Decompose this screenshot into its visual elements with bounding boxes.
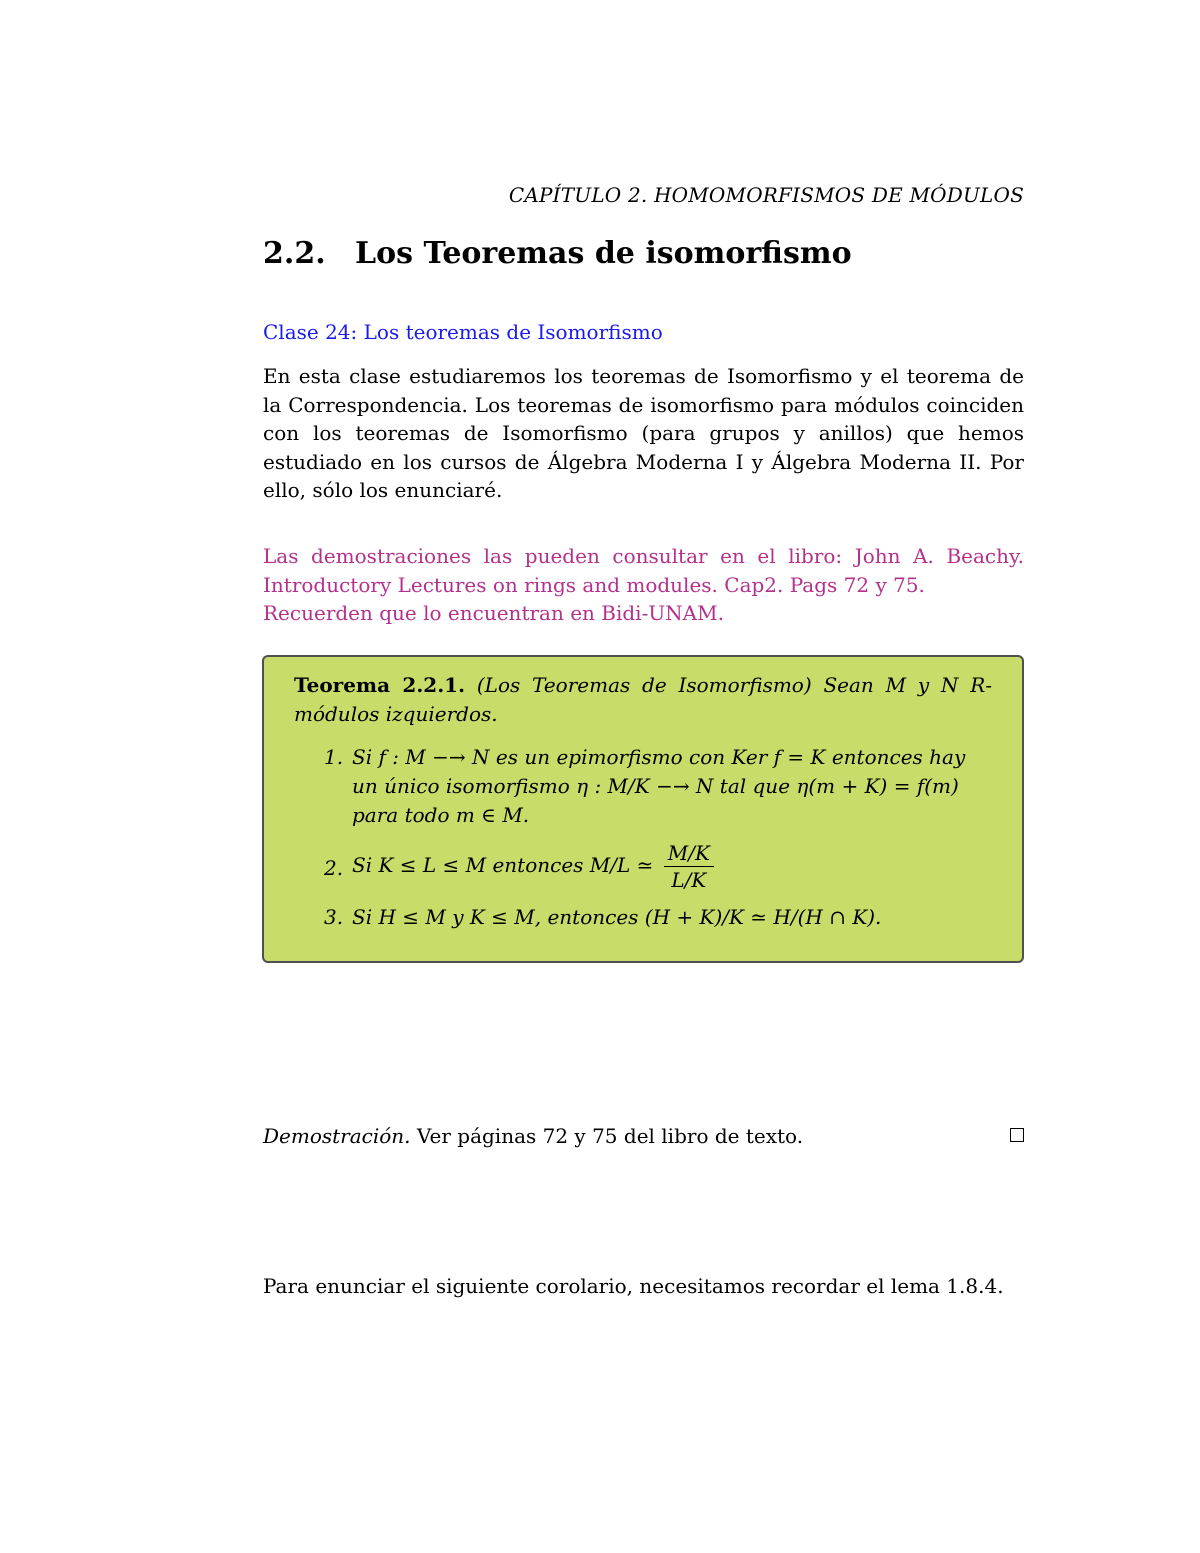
theorem-box — [262, 655, 1024, 963]
class-link[interactable]: Clase 24: Los teoremas de Isomorfismo — [263, 320, 663, 344]
theorem-label: Teorema 2.2.1. — [294, 673, 466, 697]
reference-note-book: Las demostraciones las pueden consultar en el libro: John A. Beachy. Introductory Lectures on rings and modules. Cap2. Pags 72 y 75. — [263, 544, 1024, 597]
running-head: CAPÍTULO 2. HOMOMORFISMOS DE MÓDULOS — [508, 183, 1024, 207]
proof-text: Ver páginas 72 y 75 del libro de texto. — [416, 1124, 804, 1148]
proof-label: Demostración. — [263, 1124, 411, 1148]
section-number: 2.2. — [263, 236, 326, 271]
theorem-statement: (Los Teoremas de Isomorfismo) Sean M y N R-módulos izquierdos. — [294, 673, 993, 726]
theorem-header — [294, 671, 992, 729]
proof — [263, 1124, 1024, 1148]
theorem-item-1 — [294, 743, 992, 830]
item-number: 1. — [324, 745, 344, 769]
intro-paragraph: En esta clase estudiaremos los teoremas de Isomorfismo y el teorema de la Correspondencia. Los teoremas de isomorfismo para módulos coinciden con los teoremas de Isomorfismo (para grupos y anillos) que hemos estudiado en los cursos de Álgebra Moderna I y Álgebra Moderna II. Por ello, sólo los enunciaré. — [263, 364, 1024, 502]
item-text: Si H ≤ M y K ≤ M, entonces (H + K)/K ≃ H/(H ∩ K). — [352, 905, 882, 929]
item-number: 3. — [324, 905, 344, 929]
quotient-fraction — [664, 840, 714, 893]
section-title-text: Los Teoremas de isomorfismo — [355, 236, 852, 271]
theorem-item-2 — [294, 840, 992, 893]
reference-note — [263, 542, 1024, 628]
section-title — [263, 236, 852, 271]
theorem-items — [294, 743, 992, 932]
item-text: Si f : M −→ N es un epimorfismo con Ker f = K entonces hay un único isomorfismo η : M/K −→ N tal que η(m + K) = f(m) para todo m ∈ M. — [352, 745, 966, 827]
closing-paragraph: Para enunciar el siguiente corolario, necesitamos recordar el lema 1.8.4. — [263, 1274, 1004, 1298]
theorem-item-3 — [294, 903, 992, 932]
fraction-denominator: L/K — [671, 868, 707, 892]
item-text: Si K ≤ L ≤ M entonces M/L ≃ — [352, 853, 654, 877]
qed-square-icon — [1010, 1128, 1024, 1142]
fraction-numerator: M/K — [664, 840, 714, 867]
item-number: 2. — [324, 856, 344, 880]
reference-note-library: Recuerden que lo encuentran en Bidi-UNAM. — [263, 601, 724, 625]
